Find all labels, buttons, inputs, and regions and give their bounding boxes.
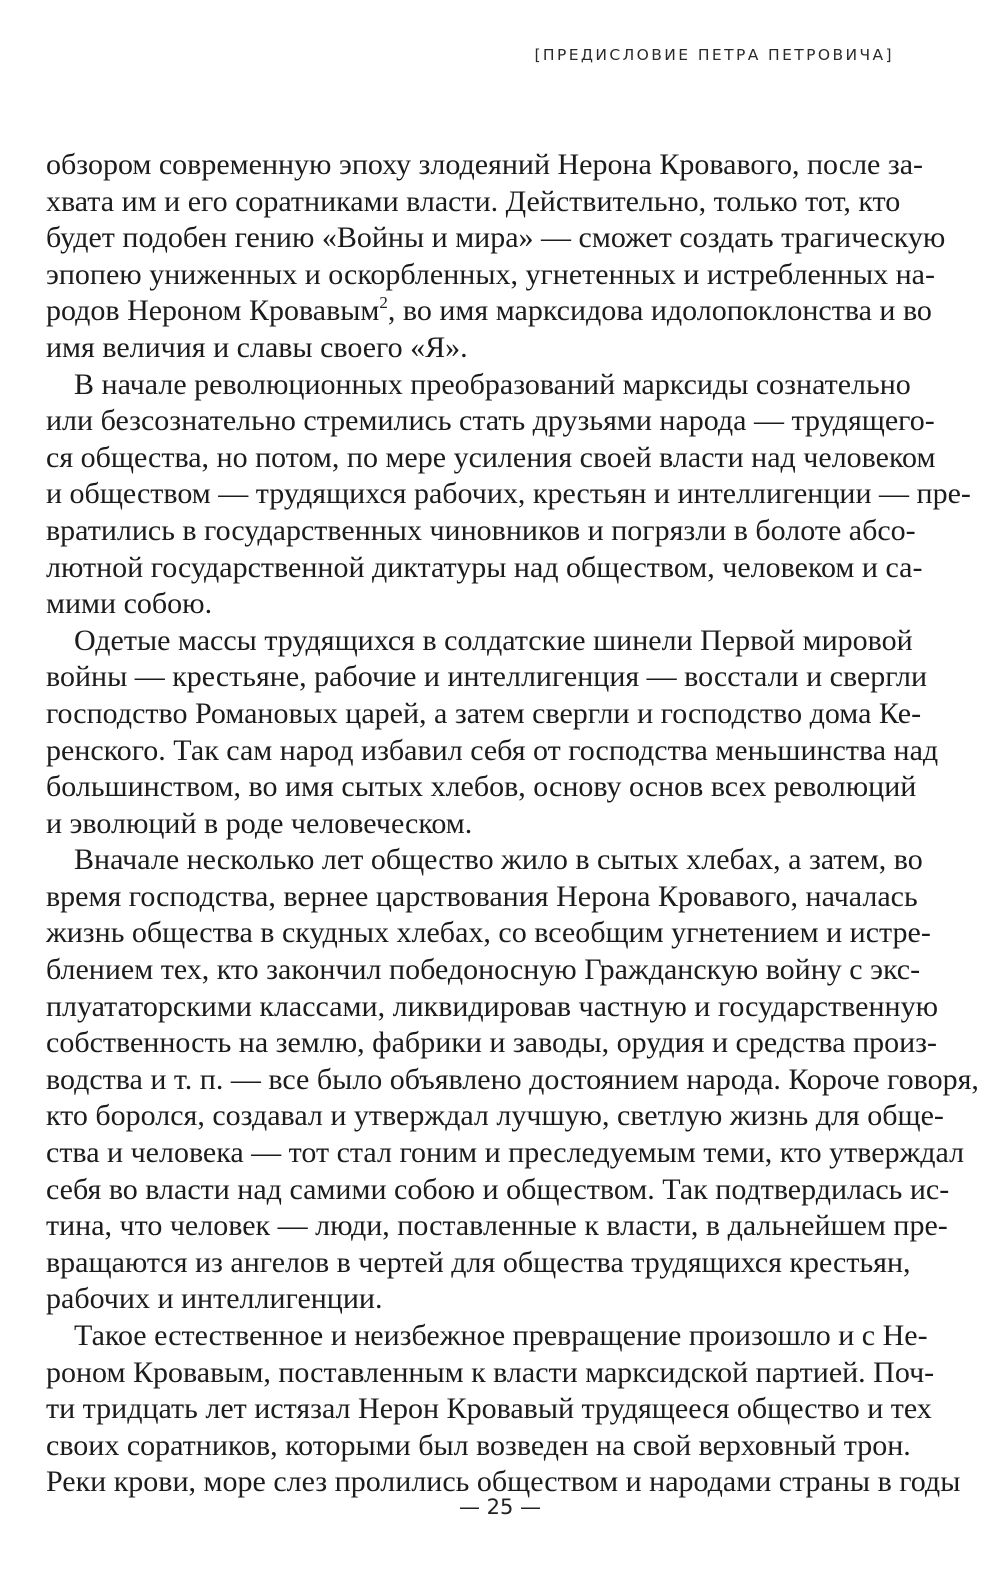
text-line: Вначале несколько лет общество жило в сытых хлебах, а затем, во xyxy=(74,843,923,877)
text-line: тина, что человек — люди, поставленные к власти, в дальнейшем пре- xyxy=(46,1209,948,1243)
text-line: войны — крестьяне, рабочие и интеллигенция — восстали и свергли xyxy=(46,660,928,694)
text-line: эпопею униженных и оскорбленных, угнетенных и истребленных на- xyxy=(46,257,935,291)
text-line: ся общества, но потом, по мере усиления своей власти над человеком xyxy=(46,440,936,474)
text-line: ства и человека — тот стал гоним и преследуемым теми, кто утверждал xyxy=(46,1136,965,1170)
text-line: жизнь общества в скудных хлебах, со всеобщим угнетением и истре- xyxy=(46,916,931,950)
text-line: Одетые массы трудящихся в солдатские шинели Первой мировой xyxy=(74,623,913,657)
text-line: своих соратников, которыми был возведен на свой верховный трон. xyxy=(46,1428,911,1462)
text-line: господство Романовых царей, а затем свергли и господство дома Ке- xyxy=(46,696,922,730)
text-line: хвата им и его соратниками власти. Действительно, только тот, кто xyxy=(46,184,901,218)
text-line: имя величия и славы своего «Я». xyxy=(46,330,468,364)
text-line: Такое естественное и неизбежное превращение произошло и с Не- xyxy=(74,1319,928,1352)
text-line: обзором современную эпоху злодеяний Нерона Кровавого, после за- xyxy=(46,148,924,181)
text-line: будет подобен гению «Войны и мира» — сможет создать трагическую xyxy=(46,221,946,255)
paragraph xyxy=(46,842,979,1318)
paragraph xyxy=(46,1318,961,1501)
text-line: Реки крови, море слез пролились обществом и народами страны в годы xyxy=(46,1465,961,1499)
text-line: водства и т. п. — все было объявлено достоянием народа. Короче говоря, xyxy=(46,1062,979,1096)
text-line: роном Кровавым, поставленным к власти марксидской партией. Поч- xyxy=(46,1355,935,1389)
paragraph xyxy=(46,367,971,623)
page-number: — 25 — xyxy=(458,1495,542,1519)
text-line: вратились в государственных чиновников и погрязли в болоте абсо- xyxy=(46,513,916,547)
text-run: родов Нероном Кровавым xyxy=(46,294,380,328)
text-line: В начале революционных преобразований марксиды сознательно xyxy=(74,367,911,401)
text-line: блением тех, кто закончил победоносную Гражданскую войну с экс- xyxy=(46,953,921,987)
text-line-with-footnote xyxy=(46,293,932,330)
text-line: плуататорскими классами, ликвидировав частную и государственную xyxy=(46,989,939,1023)
text-line: собственность на землю, фабрики и заводы, орудия и средства произ- xyxy=(46,1026,937,1060)
text-line: и эволюций в роде человеческом. xyxy=(46,806,473,840)
text-line: и обществом — трудящихся рабочих, крестьян и интеллигенции — пре- xyxy=(46,477,971,511)
footnote-reference[interactable]: 2 xyxy=(379,293,388,313)
text-line: время господства, вернее царствования Нерона Кровавого, началась xyxy=(46,879,918,913)
text-line: или безсознательно стремились стать друзьями народа — трудящего- xyxy=(46,404,935,438)
text-line: мими собою. xyxy=(46,587,213,621)
text-line: большинством, во имя сытых хлебов, основу основ всех революций xyxy=(46,770,917,804)
text-line: ренского. Так сам народ избавил себя от господства меньшинства над xyxy=(46,733,939,767)
paragraph xyxy=(46,623,939,843)
paragraph xyxy=(46,147,946,367)
text-line: лютной государственной диктатуры над обществом, человеком и са- xyxy=(46,550,923,584)
text-line: рабочих и интеллигенции. xyxy=(46,1282,383,1316)
text-line: ти тридцать лет истязал Нерон Кровавый трудящееся общество и тех xyxy=(46,1392,932,1426)
running-header: [ПРЕДИСЛОВИЕ ПЕТРА ПЕТРОВИЧА] xyxy=(534,46,894,64)
text-run: , во имя марксидова идолопоклонства и во xyxy=(387,294,932,328)
text-line: кто боролся, создавал и утверждал лучшую, светлую жизнь для обще- xyxy=(46,1099,944,1133)
body-text xyxy=(46,147,979,1501)
text-line: себя во власти над самими собою и обществом. Так подтвердилась ис- xyxy=(46,1172,950,1206)
text-line: вращаются из ангелов в чертей для общества трудящихся крестьян, xyxy=(46,1245,911,1279)
